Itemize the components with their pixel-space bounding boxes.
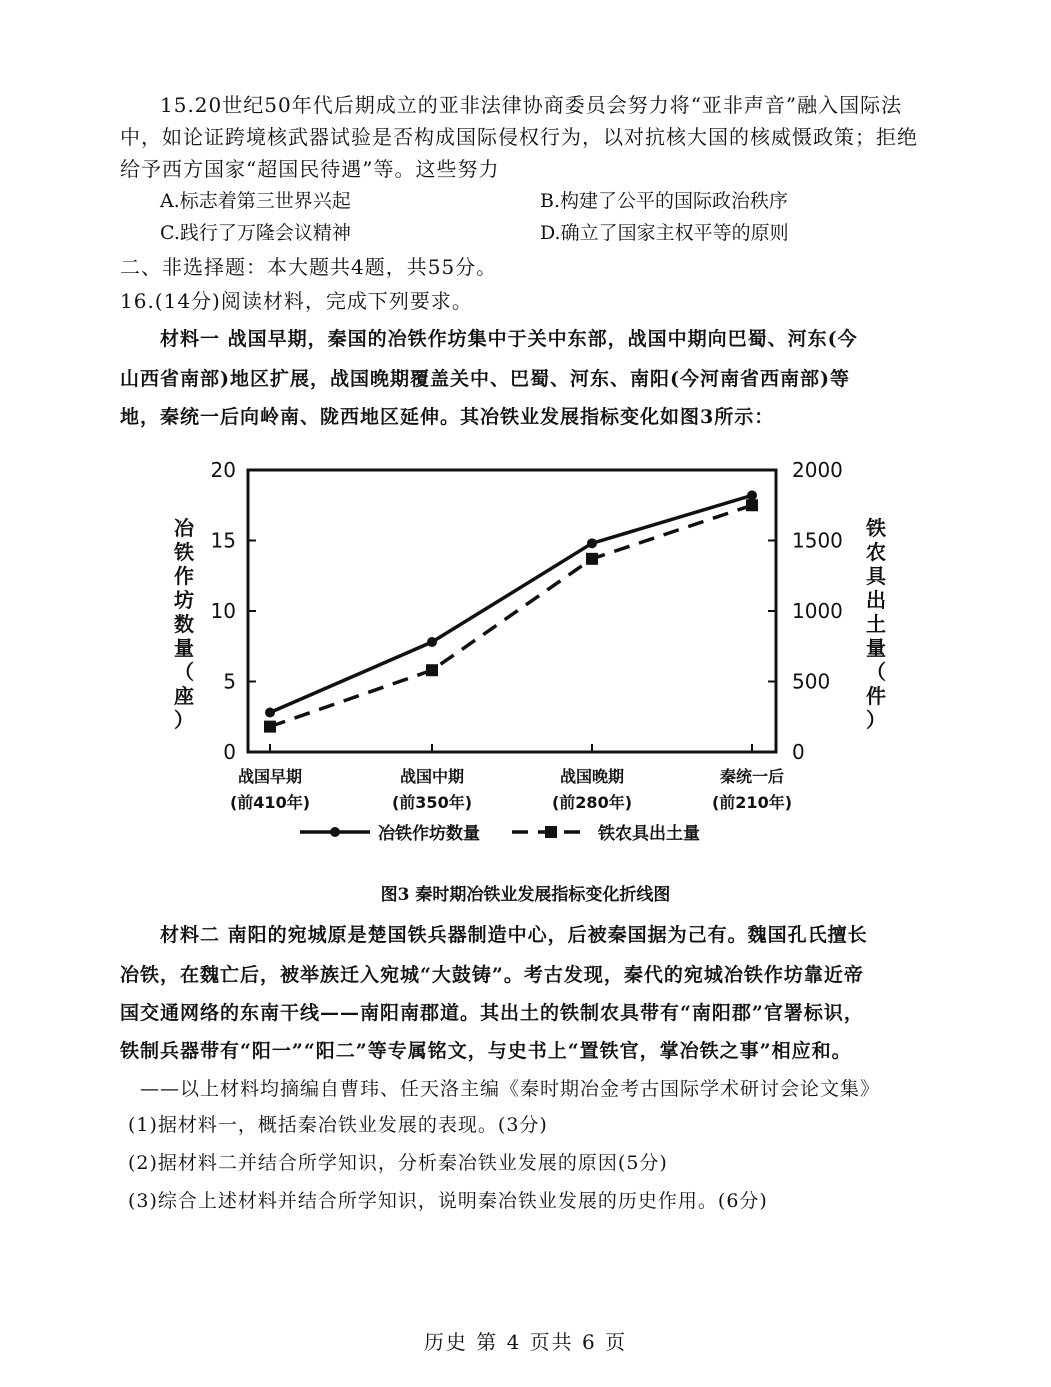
material2-line3: 国交通网络的东南干线——南阳南郡道。其出土的铁制农具带有“南阳郡”官署标识， <box>120 1002 864 1024</box>
figure-caption: 图3 秦时期冶铁业发展指标变化折线图 <box>380 885 671 905</box>
q15-stem-line3: 给予西方国家“超国民待遇”等。这些努力 <box>120 157 500 181</box>
x-tick-year-label: (前350年) <box>391 793 473 812</box>
left-tick-label: 20 <box>210 458 236 482</box>
material1-line3: 地，秦统一后向岭南、陇西地区延伸。其冶铁业发展指标变化如图3所示： <box>120 406 775 428</box>
q15-option-d: D.确立了国家主权平等的原则 <box>540 222 789 244</box>
left-axis-label: 冶 铁 作 坊 数 量 （ 座 ） <box>174 516 194 732</box>
material1-line1: 材料一 战国早期，秦国的冶铁作坊集中于关中东部，战国中期向巴蜀、河东(今 <box>160 328 858 350</box>
left-tick-label: 15 <box>210 528 236 553</box>
right-tick-label: 0 <box>792 740 805 764</box>
right-tick-label: 2000 <box>792 458 843 482</box>
q15-stem-line1: 15.20世纪50年代后期成立的亚非法律协商委员会努力将“亚非声音”融入国际法 <box>160 93 903 117</box>
legend-workshops-marker <box>330 827 340 837</box>
workshops-data-point <box>427 637 437 647</box>
workshops-data-point <box>265 708 275 718</box>
page-footer: 历史 第 4 页共 6 页 <box>423 1330 628 1354</box>
legend-tools-marker <box>545 826 557 838</box>
section2-heading: 二、非选择题：本大题共4题，共55分。 <box>120 255 498 279</box>
q16-question-1: (1)据材料一，概括秦冶铁业发展的表现。(3分) <box>128 1114 548 1136</box>
tools-data-point <box>746 499 758 511</box>
x-tick-label: 战国中期 <box>399 767 465 786</box>
left-tick-label: 5 <box>223 669 236 694</box>
right-tick-label: 1000 <box>792 599 843 623</box>
x-tick-label: 战国早期 <box>237 767 303 786</box>
right-tick-label: 500 <box>792 669 831 694</box>
q16-question-2: (2)据材料二并结合所学知识，分析秦冶铁业发展的原因(5分) <box>128 1152 668 1174</box>
x-tick-year-label: (前280年) <box>551 793 633 812</box>
material1-line2: 山西省南部)地区扩展，战国晚期覆盖关中、巴蜀、河东、南阳(今河南省西南部)等 <box>120 368 850 390</box>
iron-industry-chart <box>0 440 1051 870</box>
q15-stem-line2: 中，如论证跨境核武器试验是否构成国际侵权行为，以对抗核大国的核威慑政策；拒绝 <box>120 125 918 149</box>
series-line-workshops <box>270 495 752 712</box>
right-axis-label: 铁 农 具 出 土 量 （ 件 ） <box>866 516 886 732</box>
tools-data-point <box>586 553 598 565</box>
material-source: ——以上材料均摘编自曹玮、任天洛主编《秦时期冶金考古国际学术研讨会论文集》 <box>140 1078 881 1100</box>
material2-line1: 材料二 南阳的宛城原是楚国铁兵器制造中心，后被秦国据为己有。魏国孔氏擅长 <box>160 924 868 946</box>
x-tick-year-label: (前410年) <box>229 793 311 812</box>
q15-option-b: B.构建了公平的国际政治秩序 <box>540 190 789 212</box>
q16-question-3: (3)综合上述材料并结合所学知识，说明秦冶铁业发展的历史作用。(6分) <box>128 1190 768 1212</box>
q15-option-c: C.践行了万隆会议精神 <box>160 222 351 244</box>
legend-workshops-label: 冶铁作坊数量 <box>378 824 480 844</box>
legend-tools-label: 铁农具出土量 <box>598 824 700 844</box>
q16-header: 16.(14分)阅读材料，完成下列要求。 <box>120 289 473 313</box>
x-tick-year-label: (前210年) <box>711 793 793 812</box>
right-tick-label: 1500 <box>792 528 843 553</box>
x-tick-label: 秦统一后 <box>719 767 785 786</box>
workshops-data-point <box>587 538 597 548</box>
workshops-data-point <box>747 490 757 500</box>
tools-data-point <box>426 664 438 676</box>
material2-line2: 冶铁，在魏亡后，被举族迁入宛城“大鼓铸”。考古发现，秦代的宛城冶铁作坊靠近帝 <box>120 964 864 986</box>
material2-line4: 铁制兵器带有“阳一”“阳二”等专属铭文，与史书上“置铁官，掌冶铁之事”相应和。 <box>120 1040 852 1062</box>
tools-data-point <box>264 721 276 733</box>
left-tick-label: 0 <box>223 740 236 764</box>
x-tick-label: 战国晚期 <box>559 767 625 786</box>
series-line-tools <box>270 505 752 726</box>
left-tick-label: 10 <box>210 599 236 623</box>
q15-option-a: A.标志着第三世界兴起 <box>160 190 351 212</box>
